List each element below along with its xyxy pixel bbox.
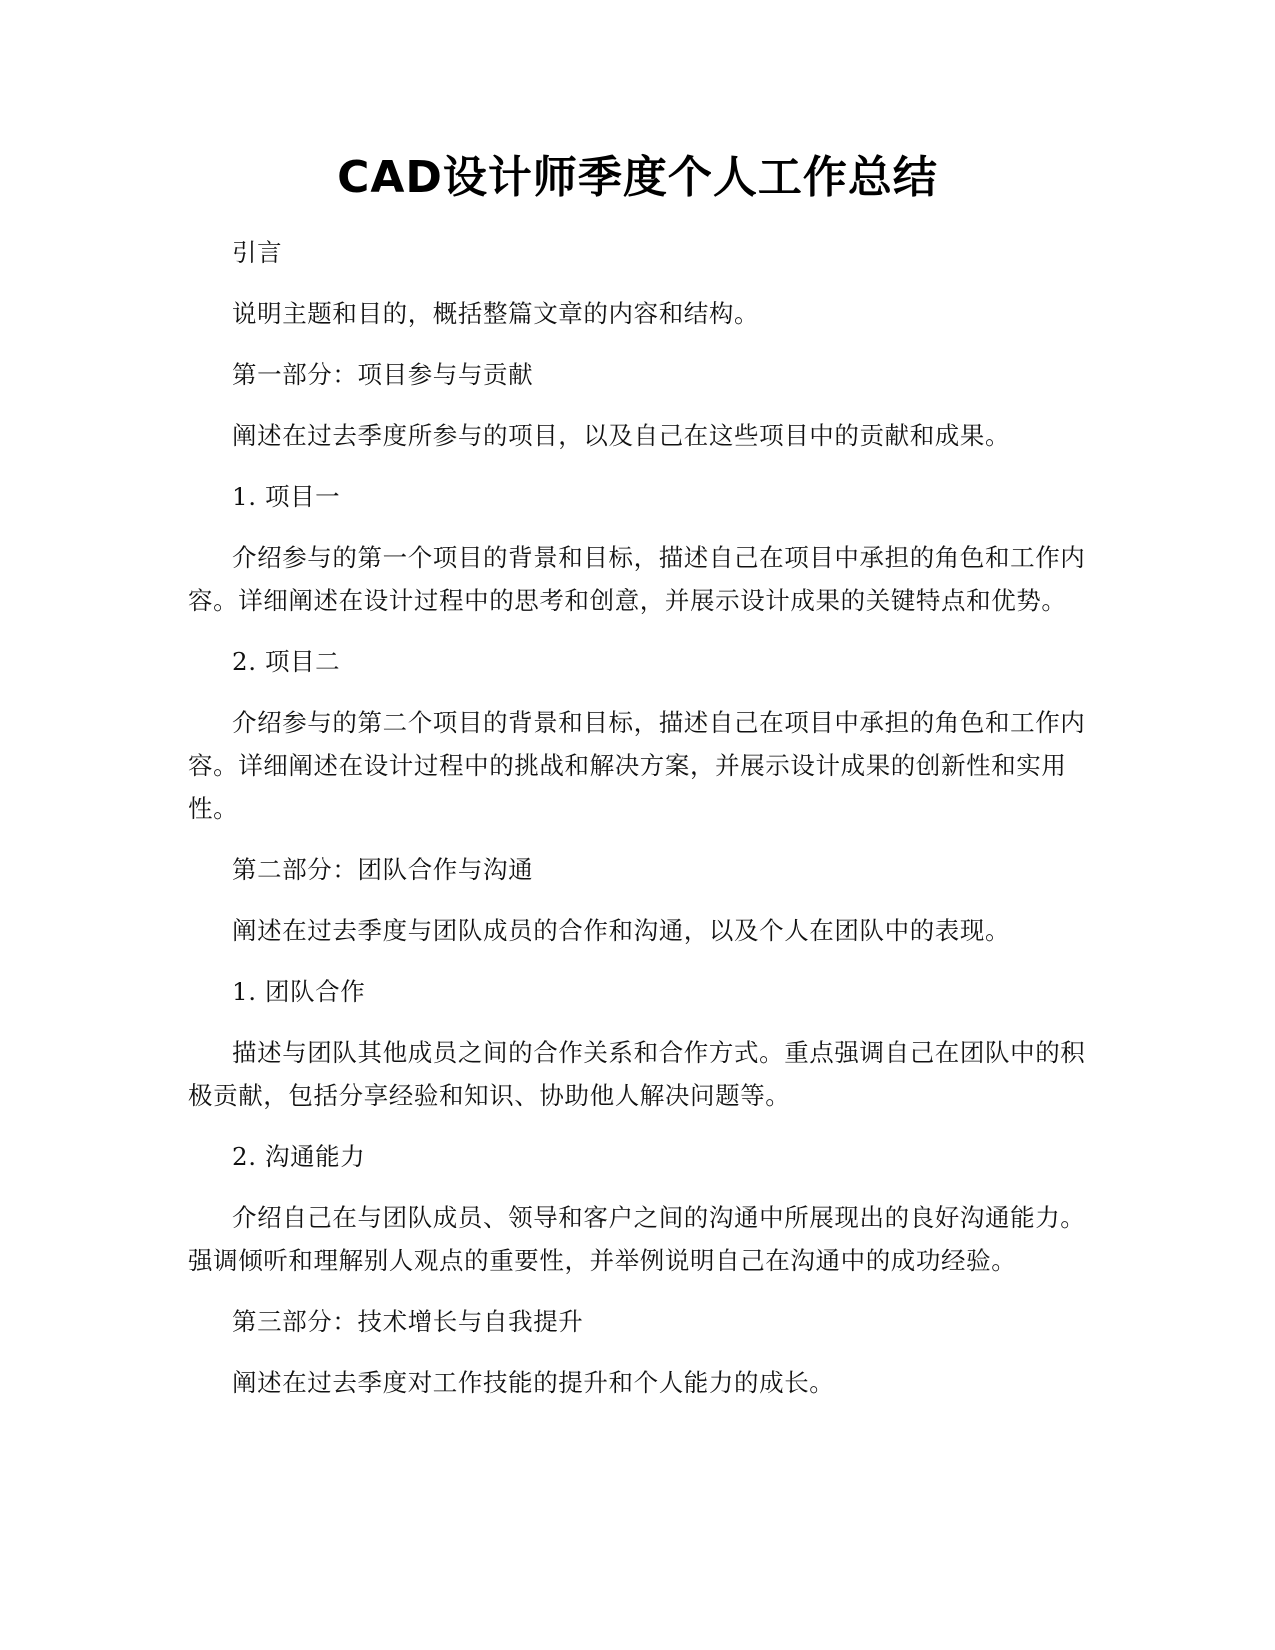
paragraph-part1-heading: 第一部分：项目参与与贡献 bbox=[232, 360, 534, 389]
paragraph-part2-heading: 第二部分：团队合作与沟通 bbox=[232, 855, 534, 884]
paragraph-project2-heading: 2. 项目二 bbox=[232, 647, 341, 676]
paragraph-part1-text: 阐述在过去季度所参与的项目，以及自己在这些项目中的贡献和成果。 bbox=[232, 421, 1011, 450]
paragraph-communication-text: 介绍自己在与团队成员、领导和客户之间的沟通中所展现出的良好沟通能力。强调倾听和理解别人观点的重要性，并举例说明自己在沟通中的成功经验。 bbox=[188, 1203, 1086, 1275]
paragraph-part2-text: 阐述在过去季度与团队成员的合作和沟通，以及个人在团队中的表现。 bbox=[232, 916, 1011, 945]
paragraph-teamwork-heading: 1. 团队合作 bbox=[232, 977, 366, 1006]
paragraph-communication-heading: 2. 沟通能力 bbox=[232, 1142, 366, 1171]
paragraph-part3-heading: 第三部分：技术增长与自我提升 bbox=[232, 1307, 584, 1336]
paragraph-project2-text: 介绍参与的第二个项目的背景和目标，描述自己在项目中承担的角色和工作内容。详细阐述在设计过程中的挑战和解决方案，并展示设计成果的创新性和实用性。 bbox=[188, 708, 1086, 823]
paragraph-intro-text: 说明主题和目的，概括整篇文章的内容和结构。 bbox=[232, 299, 760, 328]
paragraph-project1-text: 介绍参与的第一个项目的背景和目标，描述自己在项目中承担的角色和工作内容。详细阐述在设计过程中的思考和创意，并展示设计成果的关键特点和优势。 bbox=[188, 543, 1086, 615]
paragraph-teamwork-text: 描述与团队其他成员之间的合作关系和合作方式。重点强调自己在团队中的积极贡献，包括分享经验和知识、协助他人解决问题等。 bbox=[188, 1038, 1086, 1110]
document-title: CAD设计师季度个人工作总结 bbox=[337, 152, 938, 203]
paragraph-intro-heading: 引言 bbox=[232, 238, 283, 267]
paragraph-project1-heading: 1. 项目一 bbox=[232, 482, 341, 511]
paragraph-part3-text: 阐述在过去季度对工作技能的提升和个人能力的成长。 bbox=[232, 1368, 835, 1397]
